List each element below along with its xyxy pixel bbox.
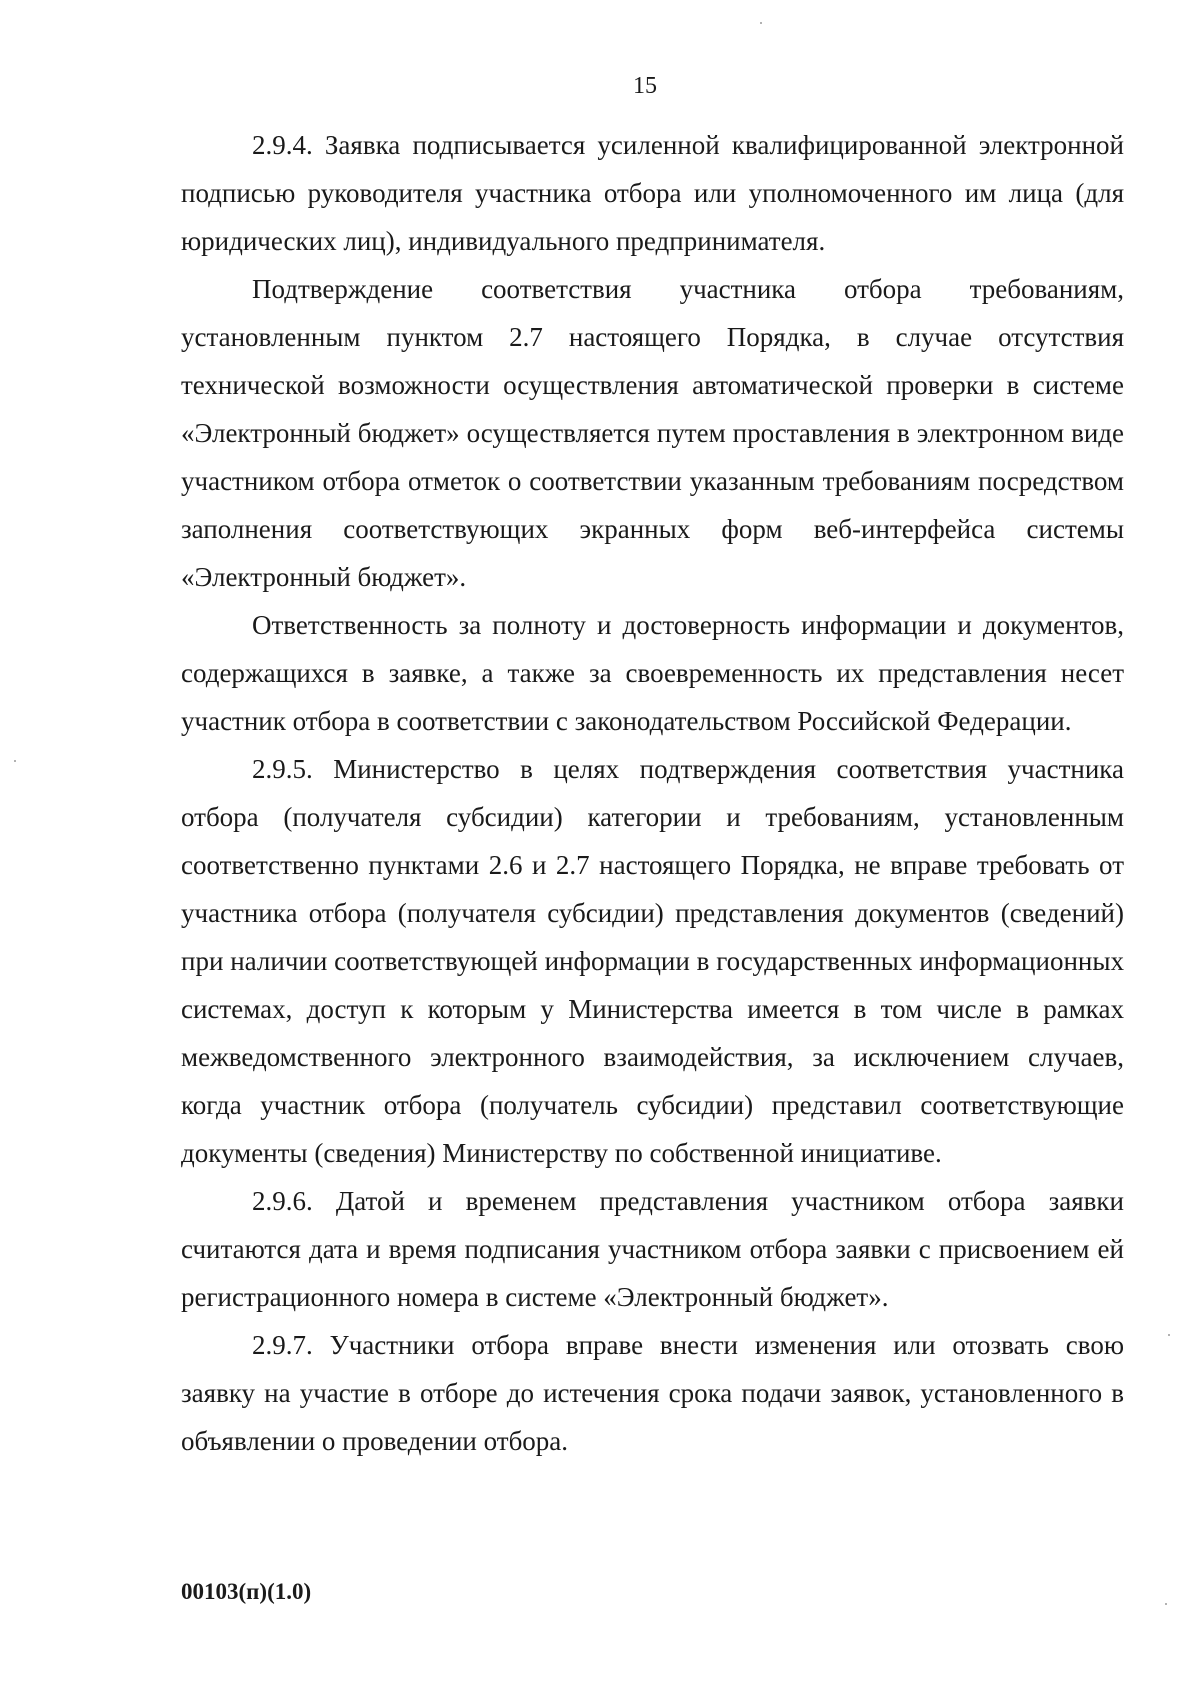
scan-speck <box>760 22 762 24</box>
paragraph-responsibility: Ответственность за полноту и достоверность информации и документов, содержащихся в заявке, а также за своевременность их представления несет участник отбора в соответствии с законодательством Российской Федерации. <box>181 610 1124 736</box>
document-code: 00103(п)(1.0) <box>181 1579 312 1604</box>
scan-speck <box>1168 1334 1170 1336</box>
scan-speck <box>1165 1603 1167 1605</box>
paragraph-2-9-5: 2.9.5. Министерство в целях подтверждения соответствия участника отбора (получателя субсидии) категории и требованиям, установленным соответственно пунктами 2.6 и 2.7 настоящего Порядка, не вправе требовать от участника отбора (получателя субсидии) представления документов (сведений) при наличии соответствующей информации в государственных информационных системах, доступ к которым у Министерства имеется в том числе в рамках межведомственного электронного взаимодействия, за исключением случаев, когда участник отбора (получатель субсидии) представил соответствующие документы (сведения) Министерству по собственной инициативе. <box>181 754 1124 1168</box>
document-body <box>181 121 1124 1465</box>
paragraph-2-9-4: 2.9.4. Заявка подписывается усиленной квалифицированной электронной подписью руководителя участника отбора или уполномоченного им лица (для юридических лиц), индивидуального предпринимателя. <box>181 130 1124 256</box>
paragraph-2-9-6: 2.9.6. Датой и временем представления участником отбора заявки считаются дата и время подписания участником отбора заявки с присвоением ей регистрационного номера в системе «Электронный бюджет». <box>181 1186 1124 1312</box>
paragraph-confirmation: Подтверждение соответствия участника отбора требованиям, установленным пунктом 2.7 настоящего Порядка, в случае отсутствия технической возможности осуществления автоматической проверки в системе «Электронный бюджет» осуществляется путем проставления в электронном виде участником отбора отметок о соответствии указанным требованиям посредством заполнения соответствующих экранных форм веб-интерфейса системы «Электронный бюджет». <box>181 274 1124 592</box>
scan-speck <box>14 760 16 762</box>
paragraph-2-9-7: 2.9.7. Участники отбора вправе внести изменения или отозвать свою заявку на участие в отборе до истечения срока подачи заявок, установленного в объявлении о проведении отбора. <box>181 1330 1124 1456</box>
page-number: 15 <box>633 73 657 99</box>
